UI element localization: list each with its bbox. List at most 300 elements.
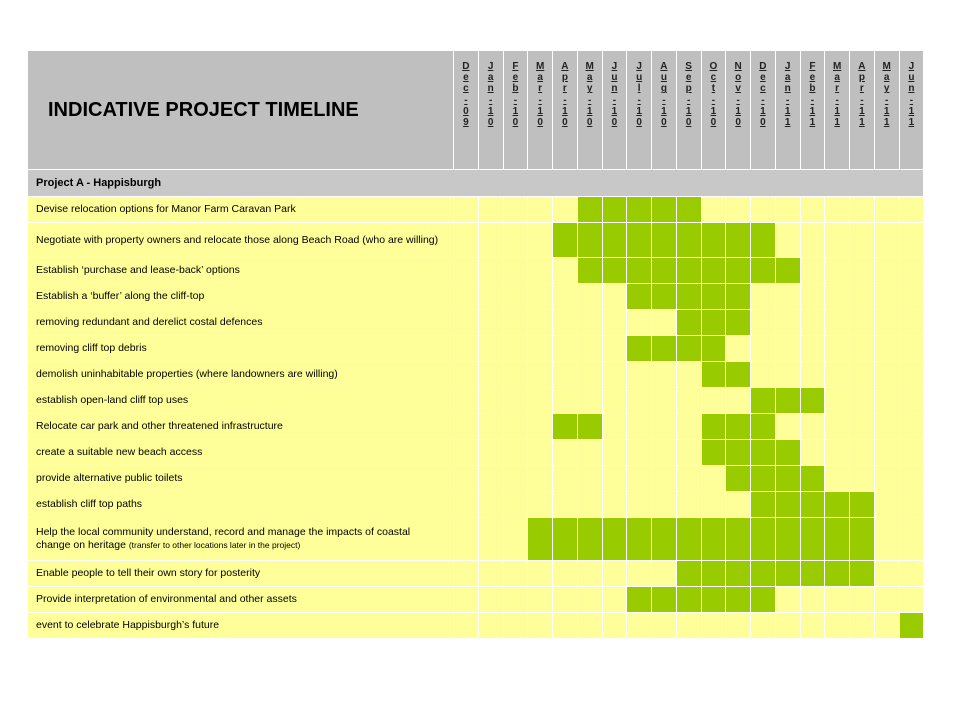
timeline-bar-cell: [751, 388, 776, 414]
timeline-empty-cell: [751, 197, 776, 223]
timeline-bar-cell: [751, 223, 776, 258]
timeline-bar-cell: [800, 518, 825, 561]
timeline-empty-cell: [676, 466, 701, 492]
timeline-empty-cell: [528, 561, 553, 587]
timeline-empty-cell: [652, 613, 677, 639]
timeline-bar-cell: [577, 518, 602, 561]
timeline-empty-cell: [800, 587, 825, 613]
timeline-empty-cell: [454, 336, 479, 362]
timeline-bar-cell: [751, 414, 776, 440]
timeline-empty-cell: [528, 440, 553, 466]
timeline-empty-cell: [553, 440, 578, 466]
timeline-empty-cell: [454, 258, 479, 284]
timeline-empty-cell: [528, 414, 553, 440]
timeline-empty-cell: [454, 284, 479, 310]
timeline-empty-cell: [478, 197, 503, 223]
task-row: [28, 258, 924, 284]
timeline-bar-cell: [676, 258, 701, 284]
timeline-bar-cell: [577, 414, 602, 440]
timeline-empty-cell: [825, 613, 850, 639]
timeline-bar-cell: [726, 223, 751, 258]
month-label: M a y - 1 0: [585, 61, 594, 129]
timeline-empty-cell: [602, 284, 627, 310]
timeline-empty-cell: [850, 284, 875, 310]
timeline-bar-cell: [602, 518, 627, 561]
timeline-empty-cell: [676, 492, 701, 518]
month-header: [652, 51, 677, 170]
timeline-empty-cell: [454, 388, 479, 414]
timeline-empty-cell: [528, 466, 553, 492]
task-label: [28, 440, 454, 466]
month-header: [627, 51, 652, 170]
task-label: [28, 587, 454, 613]
timeline-bar-cell: [775, 466, 800, 492]
timeline-empty-cell: [825, 284, 850, 310]
timeline-empty-cell: [825, 336, 850, 362]
timeline-empty-cell: [850, 223, 875, 258]
timeline-bar-cell: [751, 587, 776, 613]
timeline-empty-cell: [800, 336, 825, 362]
timeline-bar-cell: [726, 561, 751, 587]
timeline-bar-cell: [701, 362, 726, 388]
timeline-empty-cell: [701, 613, 726, 639]
task-label: [28, 414, 454, 440]
timeline-empty-cell: [850, 197, 875, 223]
timeline-empty-cell: [850, 362, 875, 388]
timeline-empty-cell: [503, 197, 528, 223]
timeline-empty-cell: [602, 336, 627, 362]
title-cell: [28, 51, 454, 170]
timeline-empty-cell: [775, 587, 800, 613]
timeline-empty-cell: [899, 388, 924, 414]
timeline-bar-cell: [751, 518, 776, 561]
timeline-bar-cell: [676, 310, 701, 336]
task-text: Help the local community understand, record and manage the impacts of coastal change on heritage: [36, 526, 411, 551]
timeline-empty-cell: [899, 492, 924, 518]
timeline-empty-cell: [899, 466, 924, 492]
timeline-empty-cell: [800, 258, 825, 284]
timeline-empty-cell: [775, 336, 800, 362]
timeline-empty-cell: [553, 284, 578, 310]
timeline-table: [27, 50, 924, 639]
timeline-bar-cell: [652, 223, 677, 258]
timeline-empty-cell: [454, 414, 479, 440]
timeline-empty-cell: [478, 492, 503, 518]
timeline-empty-cell: [503, 518, 528, 561]
timeline-bar-cell: [800, 561, 825, 587]
timeline-empty-cell: [676, 388, 701, 414]
task-note: (transfer to other locations later in the project): [128, 540, 301, 550]
timeline-empty-cell: [874, 414, 899, 440]
timeline-empty-cell: [874, 587, 899, 613]
month-header: [676, 51, 701, 170]
timeline-empty-cell: [528, 310, 553, 336]
timeline-empty-cell: [652, 310, 677, 336]
timeline-empty-cell: [825, 223, 850, 258]
month-header: [850, 51, 875, 170]
timeline-empty-cell: [602, 362, 627, 388]
timeline-empty-cell: [577, 284, 602, 310]
timeline-empty-cell: [850, 258, 875, 284]
task-row: [28, 336, 924, 362]
timeline-empty-cell: [627, 466, 652, 492]
task-text: Relocate car park and other threatened infrastructure: [36, 420, 283, 432]
task-label: [28, 362, 454, 388]
timeline-empty-cell: [503, 561, 528, 587]
timeline-empty-cell: [553, 388, 578, 414]
timeline-empty-cell: [454, 362, 479, 388]
timeline-bar-cell: [825, 492, 850, 518]
timeline-empty-cell: [478, 258, 503, 284]
timeline-empty-cell: [800, 362, 825, 388]
timeline-empty-cell: [899, 284, 924, 310]
month-header: [454, 51, 479, 170]
task-text: Establish ‘purchase and lease-back’ options: [36, 264, 240, 276]
timeline-empty-cell: [577, 492, 602, 518]
task-label: [28, 310, 454, 336]
timeline-empty-cell: [850, 587, 875, 613]
timeline-empty-cell: [825, 414, 850, 440]
timeline-bar-cell: [775, 440, 800, 466]
timeline-empty-cell: [454, 518, 479, 561]
timeline-empty-cell: [825, 362, 850, 388]
task-label: [28, 197, 454, 223]
timeline-empty-cell: [528, 388, 553, 414]
timeline-empty-cell: [503, 492, 528, 518]
timeline-empty-cell: [800, 414, 825, 440]
timeline-empty-cell: [751, 310, 776, 336]
timeline-empty-cell: [850, 613, 875, 639]
task-label: [28, 223, 454, 258]
timeline-empty-cell: [874, 362, 899, 388]
timeline-empty-cell: [825, 197, 850, 223]
timeline-empty-cell: [825, 587, 850, 613]
task-text: provide alternative public toilets: [36, 472, 183, 484]
timeline-bar-cell: [726, 362, 751, 388]
month-label: J u l - 1 0: [636, 61, 643, 129]
timeline-empty-cell: [478, 388, 503, 414]
timeline-empty-cell: [726, 197, 751, 223]
month-label: F e b - 1 0: [512, 61, 519, 129]
timeline-bar-cell: [726, 310, 751, 336]
month-label: A u g - 1 0: [660, 61, 668, 129]
timeline-empty-cell: [478, 613, 503, 639]
timeline-bar-cell: [701, 336, 726, 362]
timeline-empty-cell: [825, 440, 850, 466]
timeline-bar-cell: [652, 587, 677, 613]
timeline-empty-cell: [652, 388, 677, 414]
task-label: [28, 388, 454, 414]
timeline-empty-cell: [899, 587, 924, 613]
timeline-empty-cell: [478, 414, 503, 440]
task-row: [28, 197, 924, 223]
timeline-empty-cell: [775, 197, 800, 223]
timeline-empty-cell: [652, 561, 677, 587]
timeline-bar-cell: [676, 587, 701, 613]
timeline-empty-cell: [454, 310, 479, 336]
timeline-empty-cell: [751, 336, 776, 362]
header-row: [28, 51, 924, 170]
timeline-bar-cell: [751, 492, 776, 518]
timeline-empty-cell: [553, 587, 578, 613]
timeline-bar-cell: [652, 336, 677, 362]
task-row: [28, 587, 924, 613]
timeline-empty-cell: [899, 362, 924, 388]
timeline-empty-cell: [503, 310, 528, 336]
month-label: A p r - 1 0: [561, 61, 569, 129]
timeline-empty-cell: [577, 388, 602, 414]
month-header: [874, 51, 899, 170]
timeline-empty-cell: [899, 518, 924, 561]
timeline-empty-cell: [652, 466, 677, 492]
timeline-empty-cell: [874, 440, 899, 466]
timeline-bar-cell: [602, 223, 627, 258]
timeline-empty-cell: [676, 613, 701, 639]
timeline-empty-cell: [627, 362, 652, 388]
timeline-bar-cell: [775, 518, 800, 561]
timeline-empty-cell: [726, 492, 751, 518]
timeline-empty-cell: [726, 613, 751, 639]
timeline-empty-cell: [701, 197, 726, 223]
timeline-bar-cell: [676, 518, 701, 561]
timeline-empty-cell: [528, 492, 553, 518]
timeline-empty-cell: [751, 613, 776, 639]
timeline-empty-cell: [577, 310, 602, 336]
timeline-empty-cell: [478, 466, 503, 492]
month-label: M a r - 1 0: [535, 61, 545, 129]
timeline-empty-cell: [454, 613, 479, 639]
timeline-bar-cell: [676, 336, 701, 362]
timeline-bar-cell: [775, 561, 800, 587]
timeline-bar-cell: [726, 466, 751, 492]
timeline-bar-cell: [751, 466, 776, 492]
timeline-empty-cell: [602, 613, 627, 639]
month-label: N o v - 1 0: [734, 61, 742, 129]
timeline-empty-cell: [577, 466, 602, 492]
timeline-empty-cell: [726, 336, 751, 362]
timeline-empty-cell: [850, 414, 875, 440]
timeline-empty-cell: [800, 613, 825, 639]
timeline-empty-cell: [775, 613, 800, 639]
timeline-empty-cell: [602, 466, 627, 492]
timeline-empty-cell: [553, 466, 578, 492]
timeline-bar-cell: [726, 440, 751, 466]
timeline-empty-cell: [577, 336, 602, 362]
timeline-bar-cell: [528, 518, 553, 561]
section-row: [28, 170, 924, 197]
task-label: [28, 561, 454, 587]
month-header: [478, 51, 503, 170]
timeline-empty-cell: [503, 587, 528, 613]
timeline-bar-cell: [577, 258, 602, 284]
timeline-bar-cell: [850, 561, 875, 587]
timeline-empty-cell: [825, 258, 850, 284]
timeline-bar-cell: [676, 284, 701, 310]
timeline-empty-cell: [899, 197, 924, 223]
timeline-empty-cell: [775, 223, 800, 258]
task-text: Enable people to tell their own story for posterity: [36, 567, 261, 579]
timeline-bar-cell: [825, 561, 850, 587]
timeline-empty-cell: [850, 388, 875, 414]
timeline-empty-cell: [899, 336, 924, 362]
timeline-empty-cell: [627, 492, 652, 518]
timeline-bar-cell: [577, 223, 602, 258]
timeline-empty-cell: [775, 362, 800, 388]
timeline-empty-cell: [874, 197, 899, 223]
timeline-bar-cell: [627, 197, 652, 223]
timeline-bar-cell: [751, 258, 776, 284]
task-row: [28, 440, 924, 466]
timeline-empty-cell: [627, 310, 652, 336]
timeline-bar-cell: [627, 284, 652, 310]
timeline-bar-cell: [701, 587, 726, 613]
timeline-empty-cell: [478, 587, 503, 613]
timeline-empty-cell: [577, 362, 602, 388]
timeline-bar-cell: [701, 518, 726, 561]
task-label: [28, 336, 454, 362]
timeline-empty-cell: [602, 440, 627, 466]
timeline-empty-cell: [478, 561, 503, 587]
timeline-empty-cell: [751, 362, 776, 388]
timeline-empty-cell: [775, 414, 800, 440]
task-row: [28, 613, 924, 639]
timeline-empty-cell: [652, 492, 677, 518]
task-text: event to celebrate Happisburgh’s future: [36, 619, 220, 631]
timeline-empty-cell: [553, 362, 578, 388]
timeline-empty-cell: [899, 223, 924, 258]
timeline-empty-cell: [528, 613, 553, 639]
task-row: [28, 414, 924, 440]
task-row: [28, 492, 924, 518]
task-row: [28, 561, 924, 587]
timeline-empty-cell: [676, 440, 701, 466]
month-header: [825, 51, 850, 170]
task-row: [28, 362, 924, 388]
month-header: [726, 51, 751, 170]
timeline-empty-cell: [627, 414, 652, 440]
timeline-empty-cell: [874, 223, 899, 258]
timeline-empty-cell: [874, 284, 899, 310]
timeline-bar-cell: [652, 518, 677, 561]
timeline-bar-cell: [751, 561, 776, 587]
timeline-empty-cell: [652, 362, 677, 388]
task-row: [28, 388, 924, 414]
timeline-empty-cell: [553, 613, 578, 639]
timeline-empty-cell: [676, 362, 701, 388]
timeline-empty-cell: [825, 310, 850, 336]
task-label: [28, 258, 454, 284]
timeline-empty-cell: [800, 284, 825, 310]
task-text: Devise relocation options for Manor Farm Caravan Park: [36, 203, 296, 215]
timeline-bar-cell: [627, 587, 652, 613]
timeline-bar-cell: [602, 258, 627, 284]
month-header: [503, 51, 528, 170]
timeline-empty-cell: [454, 466, 479, 492]
timeline-bar-cell: [726, 258, 751, 284]
month-label: D e c - 0 9: [462, 61, 470, 129]
timeline-empty-cell: [602, 492, 627, 518]
timeline-empty-cell: [528, 197, 553, 223]
timeline-empty-cell: [850, 440, 875, 466]
task-row: [28, 310, 924, 336]
timeline-empty-cell: [553, 310, 578, 336]
timeline-empty-cell: [503, 440, 528, 466]
timeline-empty-cell: [874, 561, 899, 587]
timeline-empty-cell: [850, 336, 875, 362]
task-text: Establish a ‘buffer’ along the cliff-top: [36, 290, 205, 302]
timeline-empty-cell: [454, 561, 479, 587]
month-label: O c t - 1 0: [709, 61, 718, 129]
timeline-bar-cell: [577, 197, 602, 223]
timeline-empty-cell: [701, 466, 726, 492]
timeline-bar-cell: [701, 284, 726, 310]
timeline-bar-cell: [676, 223, 701, 258]
timeline-bar-cell: [899, 613, 924, 639]
timeline-empty-cell: [874, 388, 899, 414]
timeline-empty-cell: [577, 587, 602, 613]
timeline-bar-cell: [800, 466, 825, 492]
timeline-empty-cell: [874, 518, 899, 561]
timeline-bar-cell: [627, 258, 652, 284]
month-header: [751, 51, 776, 170]
timeline-empty-cell: [454, 197, 479, 223]
timeline-empty-cell: [478, 440, 503, 466]
timeline-empty-cell: [503, 284, 528, 310]
timeline-empty-cell: [478, 362, 503, 388]
task-text: establish open-land cliff top uses: [36, 394, 189, 406]
timeline-empty-cell: [800, 310, 825, 336]
timeline-empty-cell: [454, 440, 479, 466]
timeline-empty-cell: [478, 223, 503, 258]
timeline-empty-cell: [503, 466, 528, 492]
timeline-bar-cell: [553, 518, 578, 561]
timeline-empty-cell: [553, 197, 578, 223]
task-text: removing cliff top debris: [36, 342, 147, 354]
timeline-empty-cell: [899, 561, 924, 587]
timeline-bar-cell: [602, 197, 627, 223]
month-header: [899, 51, 924, 170]
task-label: [28, 518, 454, 561]
timeline-empty-cell: [825, 466, 850, 492]
timeline-empty-cell: [553, 258, 578, 284]
timeline-bar-cell: [701, 561, 726, 587]
task-row: [28, 518, 924, 561]
month-header: [602, 51, 627, 170]
timeline-empty-cell: [775, 310, 800, 336]
timeline-bar-cell: [701, 223, 726, 258]
timeline-empty-cell: [627, 613, 652, 639]
task-text: create a suitable new beach access: [36, 446, 203, 458]
timeline-empty-cell: [503, 388, 528, 414]
month-label: M a r - 1 1: [832, 61, 842, 129]
timeline-empty-cell: [825, 388, 850, 414]
timeline-bar-cell: [553, 414, 578, 440]
month-label: D e c - 1 0: [759, 61, 767, 129]
month-header: [775, 51, 800, 170]
timeline-empty-cell: [800, 197, 825, 223]
timeline-bar-cell: [652, 197, 677, 223]
timeline-bar-cell: [652, 258, 677, 284]
timeline-bar-cell: [775, 388, 800, 414]
timeline-empty-cell: [478, 518, 503, 561]
timeline-empty-cell: [602, 414, 627, 440]
timeline-bar-cell: [676, 197, 701, 223]
timeline-empty-cell: [726, 388, 751, 414]
month-label: J a n - 1 0: [487, 61, 494, 129]
timeline-bar-cell: [701, 258, 726, 284]
timeline-empty-cell: [751, 284, 776, 310]
timeline-empty-cell: [652, 440, 677, 466]
